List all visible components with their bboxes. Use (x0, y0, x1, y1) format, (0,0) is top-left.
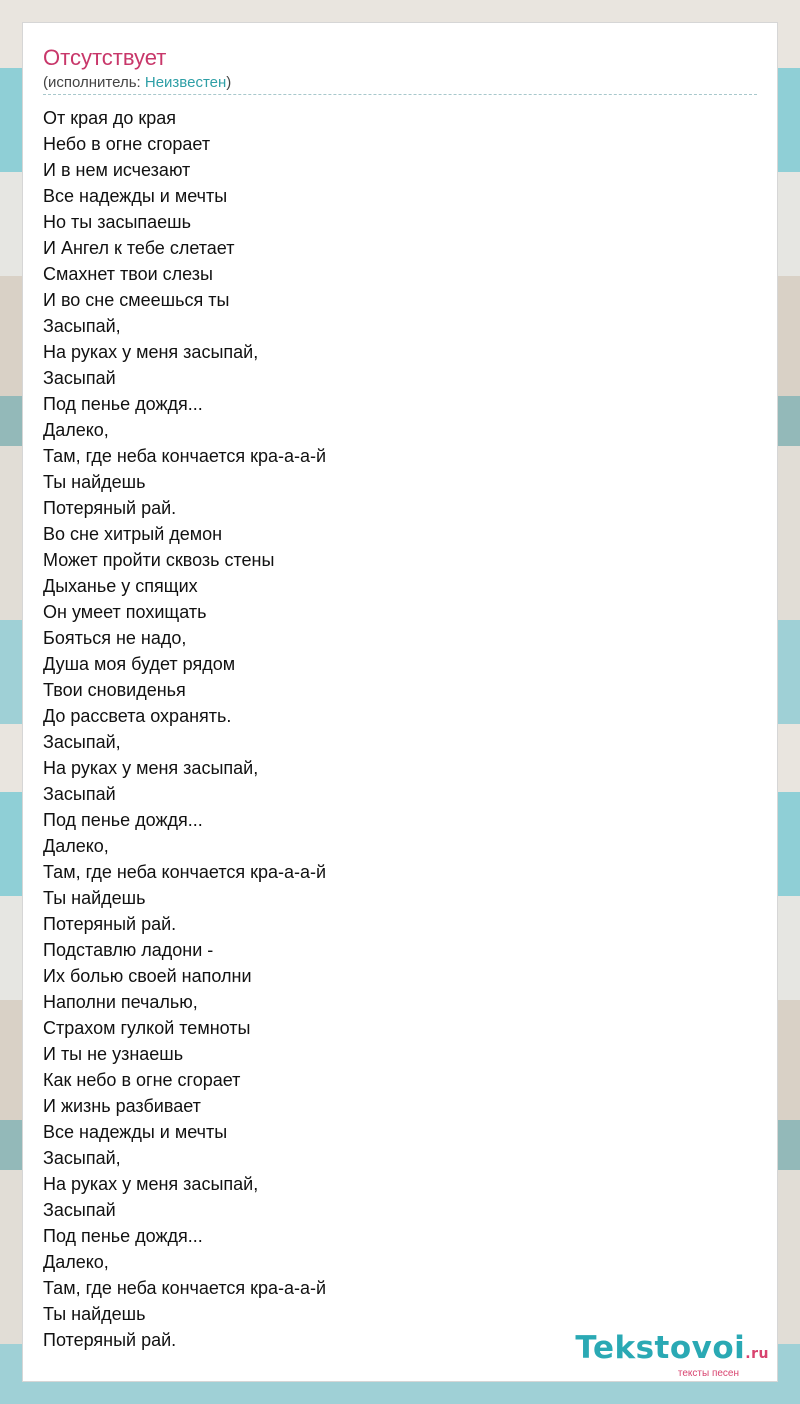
lyric-line: И ты не узнаешь (43, 1044, 184, 1064)
lyric-line: И во сне смеешься ты (43, 290, 230, 310)
lyric-line: Далеко, (43, 420, 109, 440)
site-logo[interactable] (575, 1331, 769, 1379)
artist-prefix: (исполнитель: (43, 74, 145, 91)
lyric-line: Но ты засыпаешь (43, 212, 191, 232)
lyric-line: Душа моя будет рядом (43, 654, 236, 674)
lyric-line: Страхом гулкой темноты (43, 1018, 251, 1038)
lyric-line: На руках у меня засыпай, (43, 1174, 259, 1194)
lyric-line: Наполни печалью, (43, 992, 198, 1012)
lyric-line: Далеко, (43, 836, 109, 856)
title-divider (43, 94, 757, 95)
lyric-line: Потеряный рай. (43, 914, 177, 934)
lyric-line: Засыпай, (43, 732, 121, 752)
logo-main-text: Tekstovoi (575, 1330, 746, 1366)
lyric-line: Ты найдешь (43, 888, 146, 908)
lyric-line: Там, где неба кончается кра-а-а-й (43, 446, 327, 466)
lyric-line: Далеко, (43, 1252, 109, 1272)
lyric-line: Смахнет твои слезы (43, 264, 213, 284)
logo-subtitle: тексты песен (677, 1368, 739, 1379)
logo-tld: .ru (745, 1346, 769, 1362)
lyric-line: Засыпай (43, 1200, 116, 1220)
lyric-line: И Ангел к тебе слетает (43, 238, 235, 258)
lyric-line: Ты найдешь (43, 472, 146, 492)
lyrics-text (43, 105, 326, 1353)
lyric-line: Потеряный рай. (43, 498, 177, 518)
lyric-line: Бояться не надо, (43, 628, 187, 648)
lyric-line: Под пенье дождя... (43, 394, 203, 414)
song-title: Отсутствует (43, 45, 167, 70)
lyric-line: Потеряный рай. (43, 1330, 177, 1350)
lyrics-card (22, 22, 778, 1382)
lyric-line: Подставлю ладони - (43, 940, 214, 960)
lyric-line: Под пенье дождя... (43, 1226, 203, 1246)
artist-suffix: ) (226, 74, 232, 91)
lyric-line: Засыпай, (43, 316, 121, 336)
lyric-line: И жизнь разбивает (43, 1096, 201, 1116)
lyric-line: От края до края (43, 108, 177, 128)
lyric-line: Дыханье у спящих (43, 576, 198, 596)
artist-line (43, 73, 231, 93)
lyric-line: Засыпай, (43, 1148, 121, 1168)
lyric-line: Все надежды и мечты (43, 186, 228, 206)
lyric-line: На руках у меня засыпай, (43, 342, 259, 362)
lyric-line: Засыпай (43, 784, 116, 804)
lyric-line: Все надежды и мечты (43, 1122, 228, 1142)
lyric-line: Он умеет похищать (43, 602, 207, 622)
lyric-line: Небо в огне сгорает (43, 134, 211, 154)
lyric-line: Под пенье дождя... (43, 810, 203, 830)
lyric-line: Там, где неба кончается кра-а-а-й (43, 1278, 327, 1298)
lyric-line: И в нем исчезают (43, 160, 191, 180)
lyric-line: Засыпай (43, 368, 116, 388)
lyric-line: Во сне хитрый демон (43, 524, 223, 544)
lyric-line: До рассвета охранять. (43, 706, 232, 726)
lyric-line: Как небо в огне сгорает (43, 1070, 241, 1090)
lyric-line: Их болью своей наполни (43, 966, 252, 986)
lyric-line: Может пройти сквозь стены (43, 550, 275, 570)
lyric-line: Твои сновиденья (43, 680, 186, 700)
lyric-line: Там, где неба кончается кра-а-а-й (43, 862, 327, 882)
logo-wordmark (575, 1331, 769, 1371)
lyric-line: Ты найдешь (43, 1304, 146, 1324)
artist-link[interactable]: Неизвестен (144, 74, 227, 91)
lyric-line: На руках у меня засыпай, (43, 758, 259, 778)
